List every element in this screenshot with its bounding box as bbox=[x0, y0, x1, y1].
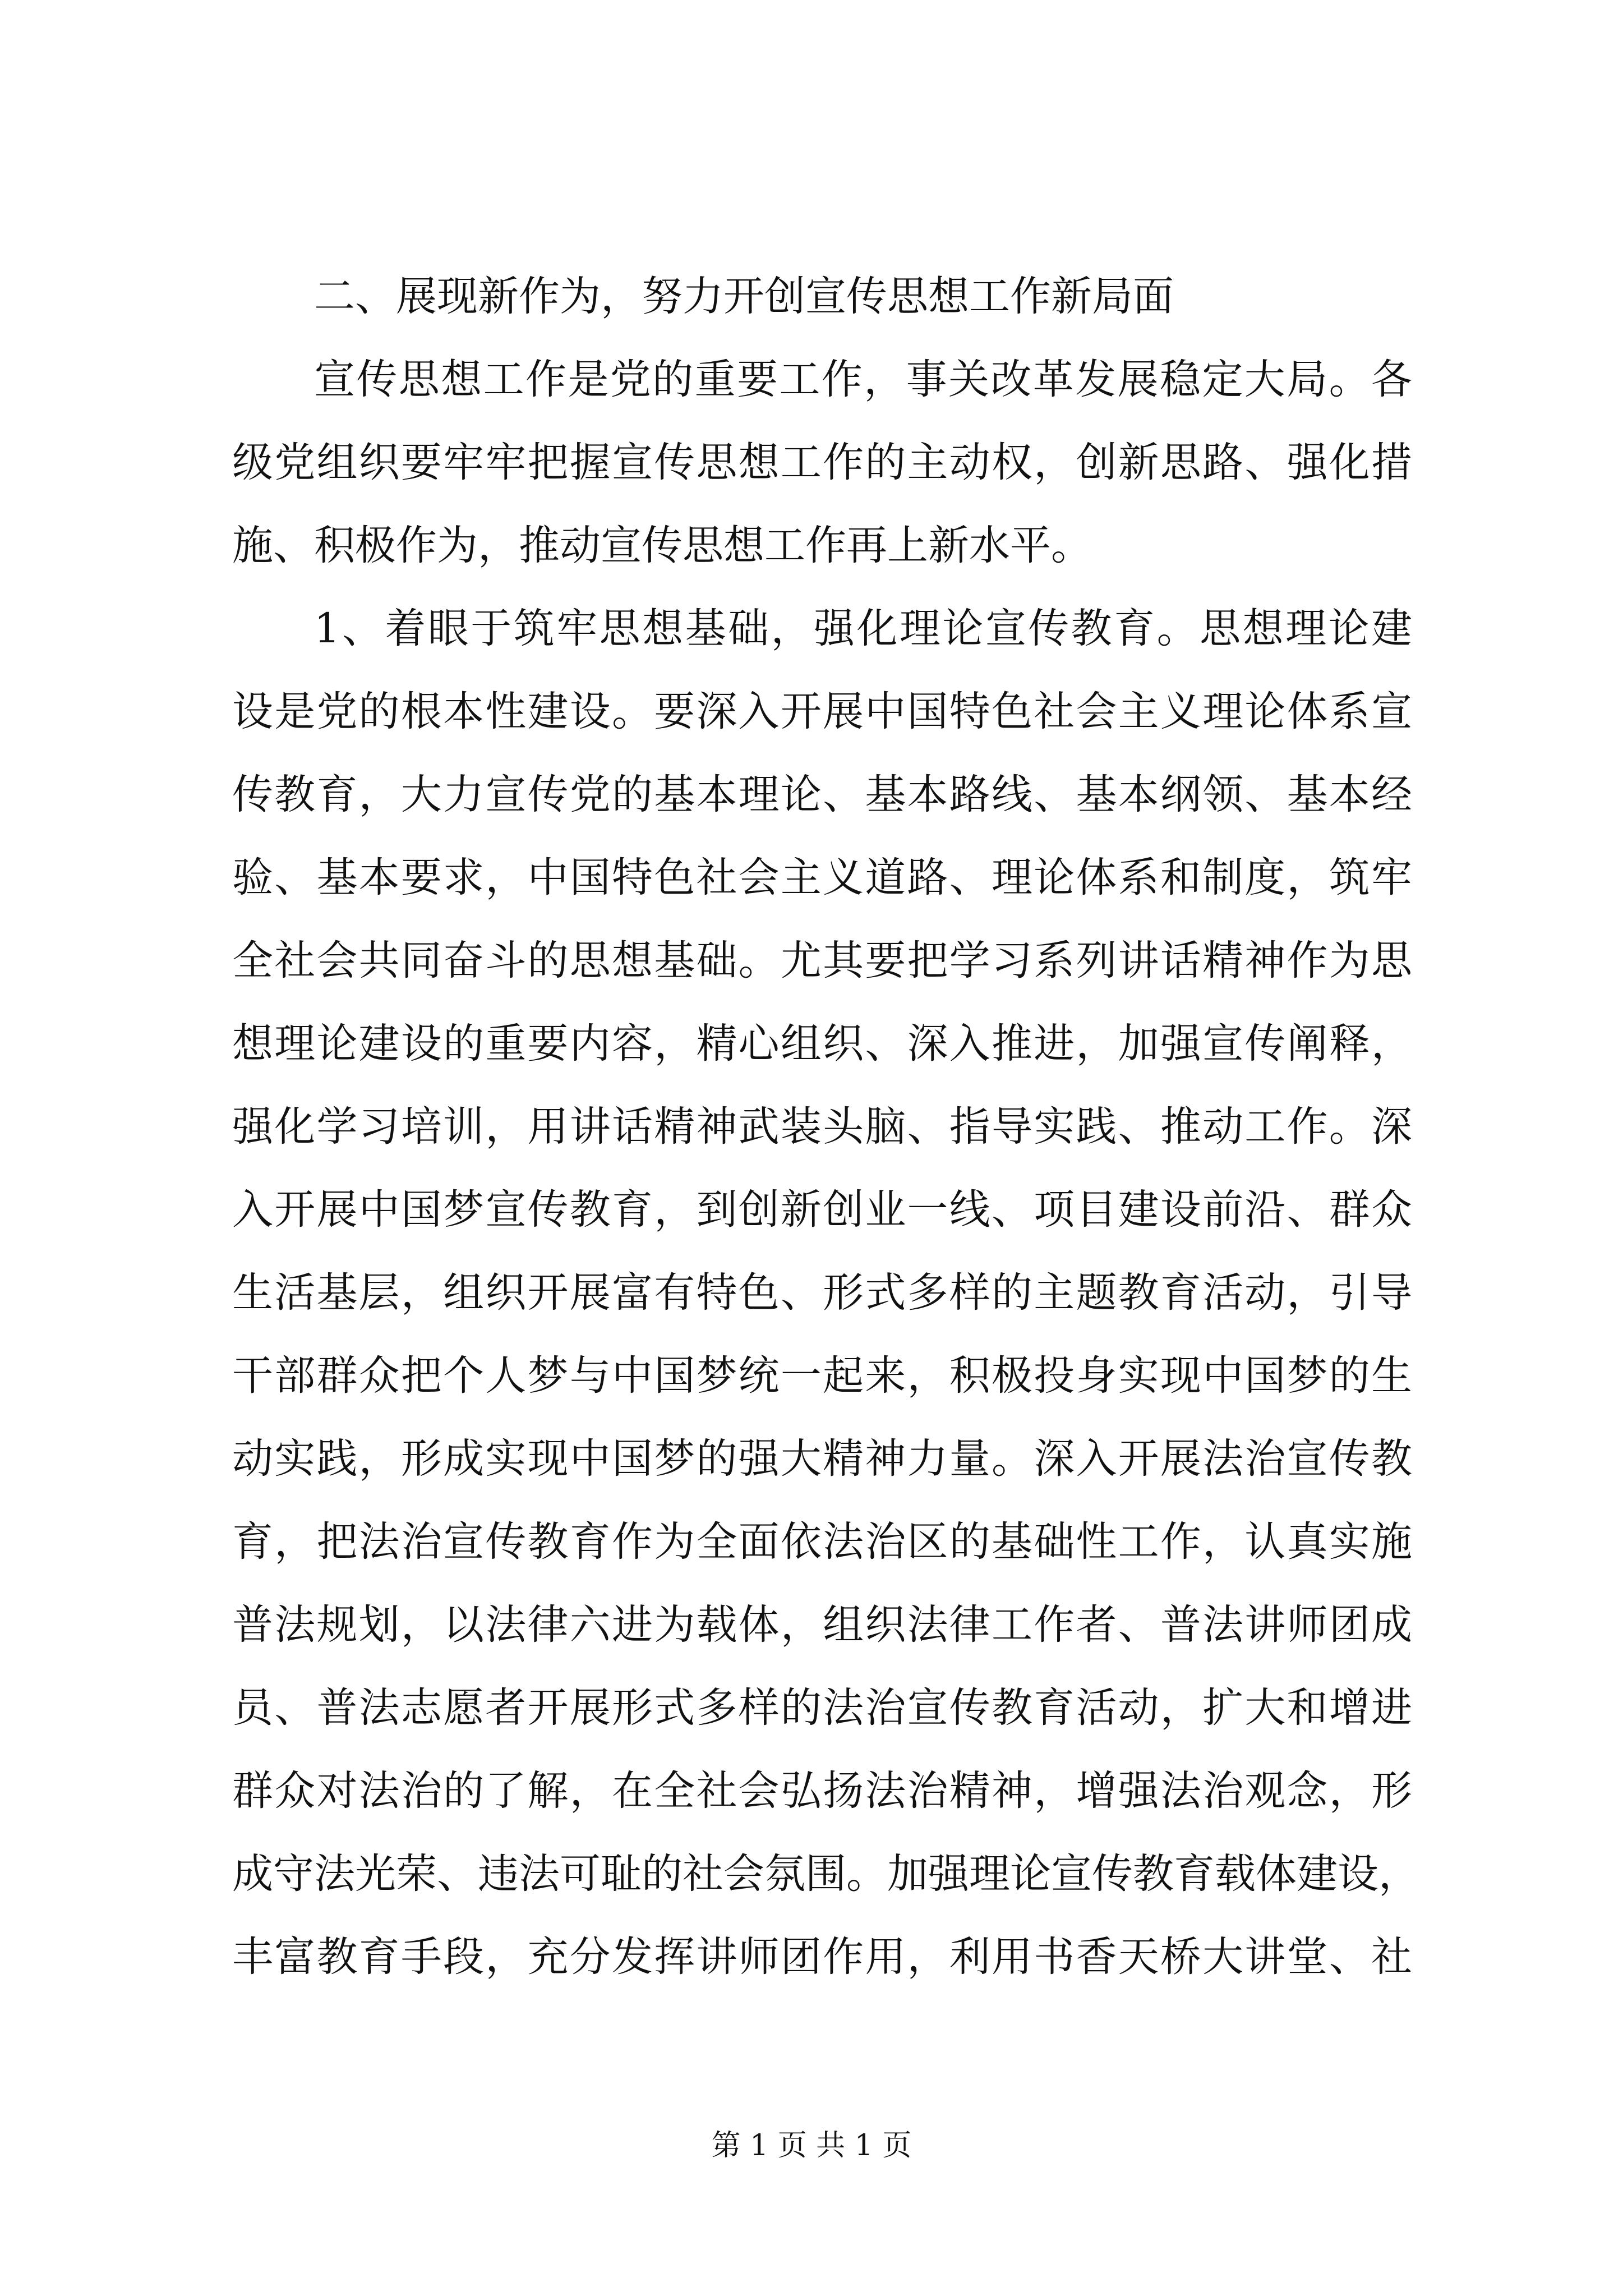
paragraph-line: 群众对法治的了解，在全社会弘扬法治精神，增强法治观念，形 bbox=[232, 1767, 1412, 1815]
section-heading: 二、展现新作为，努力开创宣传思想工作新局面 bbox=[314, 273, 1174, 320]
paragraph-line: 干部群众把个人梦与中国梦统一起来，积极投身实现中国梦的生 bbox=[232, 1352, 1412, 1400]
paragraph-line: 验、基本要求，中国特色社会主义道路、理论体系和制度，筑牢 bbox=[232, 854, 1412, 901]
paragraph-line: 想理论建设的重要内容，精心组织、深入推进，加强宣传阐释， bbox=[232, 1020, 1412, 1068]
paragraph-line: 传教育，大力宣传党的基本理论、基本路线、基本纲领、基本经 bbox=[232, 771, 1412, 818]
paragraph-line: 宣传思想工作是党的重要工作，事关改革发展稳定大局。各 bbox=[314, 356, 1412, 403]
paragraph-line: 育，把法治宣传教育作为全面依法治区的基础性工作，认真实施 bbox=[232, 1518, 1412, 1566]
paragraph-line: 普法规划，以法律六进为载体，组织法律工作者、普法讲师团成 bbox=[232, 1601, 1412, 1649]
paragraph-line: 员、普法志愿者开展形式多样的法治宣传教育活动，扩大和增进 bbox=[232, 1684, 1412, 1732]
paragraph-line: 施、积极作为，推动宣传思想工作再上新水平。 bbox=[232, 522, 1092, 569]
paragraph-line: 1、着眼于筑牢思想基础，强化理论宣传教育。思想理论建 bbox=[314, 605, 1412, 652]
paragraph-line: 强化学习培训，用讲话精神武装头脑、指导实践、推动工作。深 bbox=[232, 1103, 1412, 1151]
document-body bbox=[232, 255, 1419, 1999]
paragraph-line: 入开展中国梦宣传教育，到创新创业一线、项目建设前沿、群众 bbox=[232, 1186, 1412, 1234]
paragraph-line: 成守法光荣、违法可耻的社会氛围。加强理论宣传教育载体建设， bbox=[232, 1850, 1419, 1898]
paragraph-line: 全社会共同奋斗的思想基础。尤其要把学习系列讲话精神作为思 bbox=[232, 937, 1412, 984]
paragraph-line: 动实践，形成实现中国梦的强大精神力量。深入开展法治宣传教 bbox=[232, 1435, 1412, 1483]
page-footer: 第 1 页 共 1 页 bbox=[711, 2129, 912, 2162]
paragraph-line: 设是党的根本性建设。要深入开展中国特色社会主义理论体系宣 bbox=[232, 688, 1412, 735]
paragraph-line: 生活基层，组织开展富有特色、形式多样的主题教育活动，引导 bbox=[232, 1269, 1412, 1317]
paragraph-line: 级党组织要牢牢把握宣传思想工作的主动权，创新思路、强化措 bbox=[232, 439, 1412, 486]
paragraph-line: 丰富教育手段，充分发挥讲师团作用，利用书香天桥大讲堂、社 bbox=[232, 1933, 1412, 1981]
